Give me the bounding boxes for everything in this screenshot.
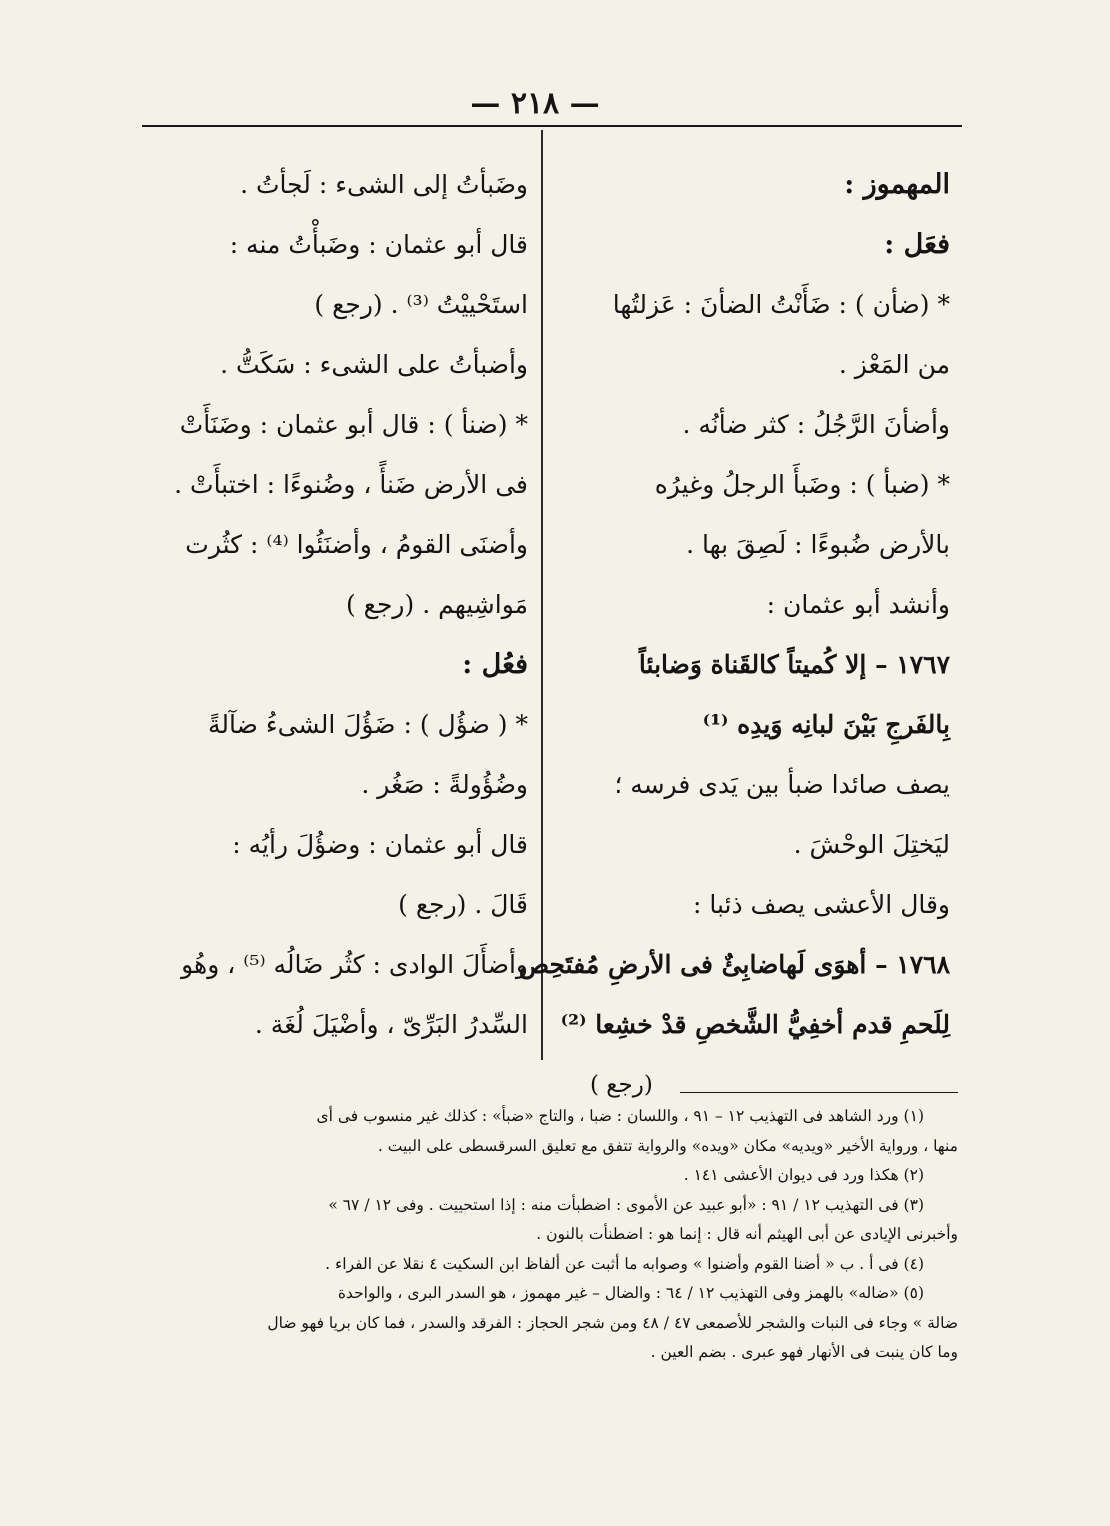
footnote-line: وأخبرنى الإيادى عن أبى الهيثم أنه قال : إنما هو : اضطنأت بالنون . [536, 1225, 958, 1243]
left-column-line: قال أبو عثمان : وضَبأْتُ منه : [229, 230, 528, 259]
right-column-line: وأضأنَ الرَّجُلُ : كثر ضأنُه . [682, 410, 950, 439]
left-column-line: فى الأرض ضَنأً ، وضُنوءًا : اختبأَتْ . [174, 470, 528, 499]
right-column-line: ١٧٦٧ – إلا كُميتاً كالقَناة وَضابئاً [638, 650, 950, 679]
right-column-line: وقال الأعشى يصف ذئبا : [692, 890, 950, 919]
footnote-line: (٥) «ضاله» بالهمز وفى التهذيب ١٢ / ٦٤ : والضال – غير مهموز ، هو السدر البرى ، والواحدة [337, 1284, 924, 1302]
right-column-line: يصف صائدا ضبأ بين يَدى فرسه ؛ [614, 770, 950, 799]
right-column-line: بِالفَرجِ بَيْنَ لبانِه وَيدِه ⁽¹⁾ [702, 710, 950, 739]
right-column-line: من المَعْز . [838, 350, 950, 379]
footnote-line: (٤) فى أ . ب « أضنا القوم وأضنوا » وصوابه ما أثبت عن ألفاظ ابن السكيت ٤ نقلا عن الفراء . [325, 1254, 924, 1273]
footnote-line: (٣) فى التهذيب ١٢ / ٩١ : «أبو عبيد عن الأموى : اضطبأت منه : إذا استحييت . وفى ١٢ / ٦٧ » [328, 1195, 924, 1214]
footnote-line: (١) ورد الشاهد فى التهذيب ١٢ – ٩١ ، واللسان : ضبا ، والتاج «ضبأ» : كذلك غير منسوب فى أى [316, 1107, 924, 1125]
footnotes [130, 1102, 958, 1368]
left-column-line: مَواشِيهم . (رجع ) [345, 590, 528, 619]
left-column-line: السِّدرُ البَرِّىّ ، وأضْيَلَ لُغَة . [254, 1010, 528, 1039]
right-column-line: بالأرض ضُبوءًا : لَصِقَ بها . [686, 530, 950, 559]
left-column-line: قال أبو عثمان : وضؤُلَ رأيُه : [232, 830, 528, 859]
page-number: — ٢١٨ — [470, 86, 600, 121]
left-column-line: استَحْييْتُ ⁽³⁾ . (رجع ) [314, 290, 528, 319]
right-column-line: (رجع ) [590, 1072, 653, 1098]
left-column-line: * ( ضؤُل ) : ضَؤُلَ الشىءُ ضآلةً [208, 710, 528, 739]
right-column-line: وأنشد أبو عثمان : [766, 590, 950, 619]
right-column-line: ليَختِلَ الوحْشَ . [793, 830, 950, 859]
footnote-line: وما كان ينبت فى الأنهار فهو عبرى . بضم العين . [650, 1343, 958, 1361]
right-column-line: ١٧٦٨ – أهوَى لَهاضابِئٌ فى الأرضِ مُفتَحِص [518, 950, 950, 979]
left-column-line: * (ضنأ ) : قال أبو عثمان : وضَنَأَتْ [179, 410, 528, 439]
right-column-line: * (ضبأ ) : وضَبأَ الرجلُ وغيرُه [654, 470, 950, 499]
left-column-line: وضَبأتُ إلى الشىء : لَجأتُ . [240, 170, 528, 199]
left-column-line: وأضبأتُ على الشىء : سَكَتُّ . [220, 350, 528, 379]
left-column-line: فعُل : [462, 649, 528, 680]
left-column-line: وأضنَى القومُ ، وأضنَئُوا ⁽⁴⁾ : كثُرت [185, 530, 528, 559]
right-column-line: لِلَحمِ قدم أخفِيُّ الشَّخصِ قدْ خشِعا ⁽²⁾ [560, 1010, 950, 1039]
left-column-line: وضُؤُولةً : صَغُر . [361, 770, 528, 799]
right-column-line: * (ضأن ) : ضَأَنْتُ الضأنَ : عَزلتُها [612, 290, 950, 319]
footnote-line: (٢) هكذا ورد فى ديوان الأعشى ١٤١ . [683, 1166, 924, 1184]
header-rule [142, 125, 962, 127]
left-column [128, 155, 528, 1055]
footnote-rule [680, 1092, 958, 1093]
left-column-line: قَالَ . (رجع ) [398, 890, 528, 919]
right-column [518, 155, 950, 1115]
footnote-line: منها ، ورواية الأخير «ويديه» مكان «ويده» والرواية تتفق مع تعليق السرقسطى على البيت . [377, 1136, 958, 1155]
left-column-line: وأضأَلَ الوادى : كثُر ضَالُه ⁽⁵⁾ ، وهُو [181, 950, 528, 979]
right-column-line: فعَل : [884, 229, 950, 260]
footnote-line: ضالة » وجاء فى النبات والشجر للأصمعى ٤٧ / ٤٨ ومن شجر الحجاز : الفرقد والسدر ، فما كان بريا فهو ضال [267, 1313, 958, 1332]
column-divider [541, 130, 543, 1060]
right-column-line: المهموز : [844, 169, 950, 200]
